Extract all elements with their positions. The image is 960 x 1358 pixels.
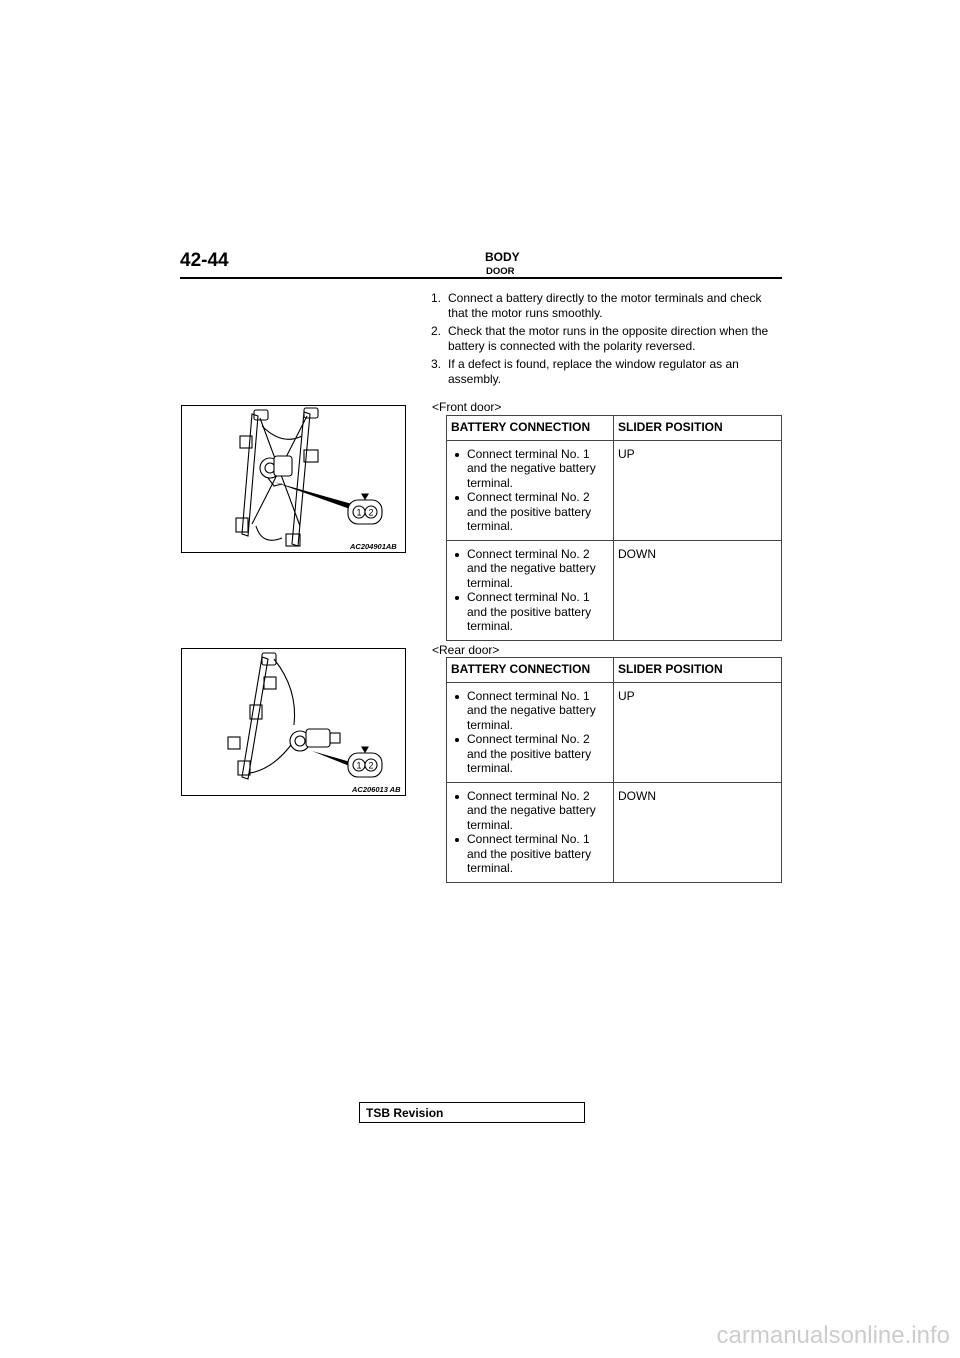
list-item: Connect terminal No. 2 and the positive battery terminal. — [451, 490, 609, 534]
table-row — [447, 440, 782, 540]
section-title: BODY — [485, 250, 520, 264]
connector-label-2: 2 — [368, 507, 374, 518]
battery-connection-cell — [447, 540, 614, 640]
step-number: 2. — [431, 324, 442, 338]
list-item: Connect terminal No. 1 and the positive battery terminal. — [451, 832, 609, 876]
step-item — [431, 324, 783, 354]
step-text: Connect a battery directly to the motor terminals and check that the motor runs smoothly. — [448, 291, 762, 320]
battery-connection-cell — [447, 682, 614, 782]
page-number: 42-44 — [180, 250, 229, 271]
slider-position-cell: UP — [614, 440, 782, 540]
watermark[interactable]: carmanualsonline.info — [716, 1322, 950, 1349]
table-row — [447, 782, 782, 882]
table-header-row — [447, 416, 782, 441]
header-rule — [180, 277, 782, 279]
figure-code: AC204901AB — [350, 542, 397, 551]
list-item: Connect terminal No. 2 and the negative battery terminal. — [451, 789, 609, 833]
front-door-figure — [181, 405, 406, 553]
battery-connection-cell — [447, 782, 614, 882]
front-door-table — [446, 415, 782, 641]
slider-position-cell: DOWN — [614, 540, 782, 640]
column-header: SLIDER POSITION — [614, 658, 782, 683]
list-item: Connect terminal No. 1 and the positive battery terminal. — [451, 590, 609, 634]
connector-label-1: 1 — [356, 507, 362, 518]
list-item: Connect terminal No. 1 and the negative battery terminal. — [451, 447, 609, 491]
slider-position-cell: DOWN — [614, 782, 782, 882]
connector-label-1: 1 — [356, 760, 362, 771]
procedure-steps — [431, 291, 783, 390]
table-row — [447, 682, 782, 782]
step-number: 3. — [431, 357, 442, 371]
step-number: 1. — [431, 291, 442, 305]
list-item: Connect terminal No. 2 and the negative battery terminal. — [451, 547, 609, 591]
table-row — [447, 540, 782, 640]
rear-door-title: <Rear door> — [432, 643, 500, 657]
column-header: BATTERY CONNECTION — [447, 658, 614, 683]
rear-door-figure — [181, 648, 406, 796]
column-header: SLIDER POSITION — [614, 416, 782, 441]
step-text: Check that the motor runs in the opposite direction when the battery is connected with the polarity reversed. — [448, 324, 769, 353]
figure-code: AC206013 AB — [352, 785, 401, 794]
table-header-row — [447, 658, 782, 683]
step-item — [431, 291, 783, 321]
list-item: Connect terminal No. 1 and the negative battery terminal. — [451, 689, 609, 733]
rear-door-table — [446, 657, 782, 883]
tsb-revision-box: TSB Revision — [359, 1102, 585, 1123]
list-item: Connect terminal No. 2 and the positive battery terminal. — [451, 732, 609, 776]
subsection-title: DOOR — [486, 266, 515, 277]
front-door-title: <Front door> — [432, 400, 502, 414]
step-text: If a defect is found, replace the window regulator as an assembly. — [448, 357, 739, 386]
column-header: BATTERY CONNECTION — [447, 416, 614, 441]
slider-position-cell: UP — [614, 682, 782, 782]
battery-connection-cell — [447, 440, 614, 540]
connector-label-2: 2 — [368, 760, 374, 771]
step-item — [431, 357, 783, 387]
